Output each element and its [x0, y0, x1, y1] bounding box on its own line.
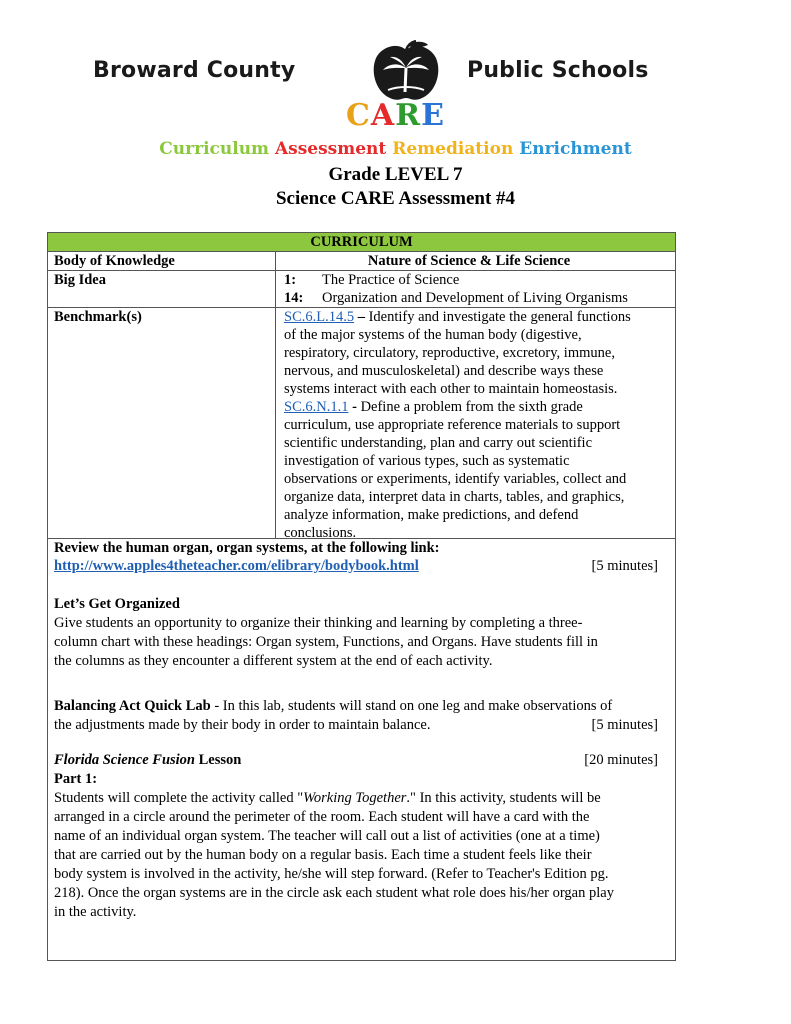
- apple-palm-logo-icon: [368, 40, 444, 102]
- fusion-section: Florida Science Fusion Lesson [20 minutes] Part 1: Students will complete the activity called "Working Together." In this activity, students will be arranged in a circle around the perimeter of the room. Each student will have a card with the name of an individual organ system. The teacher will call out a list of activities (one at a time) that are carried out by the human body on a regular basis. Each time a student feels like their body system is involved in the activity, he/she will step forward. (Refer to Teacher's Edition pg. 218). Once the organ systems are in the circle ask each student what role does his/her organ play in the activity.: [54, 751, 666, 922]
- care-letter-c: C: [346, 98, 371, 133]
- fusion-time: [20 minutes]: [584, 752, 658, 768]
- care-letter-e: E: [421, 98, 445, 133]
- care-logo-text: [0, 98, 791, 133]
- review-link-line: [54, 557, 666, 576]
- care-letter-a: A: [370, 98, 396, 133]
- review-heading: Review the human organ, organ systems, at the following link:: [54, 540, 440, 556]
- grade-level-title: Grade LEVEL 7: [328, 164, 463, 185]
- review-time: [5 minutes]: [591, 558, 658, 574]
- district-name-right: Public Schools: [467, 58, 649, 83]
- care-word-enrichment: Enrichment: [519, 139, 632, 159]
- big-idea-row: [48, 271, 675, 308]
- benchmark-sc6l145: SC.6.L.14.5 – Identify and investigate the general functions of the major systems of the human body (digestive, respiratory, circulatory, reproductive, excretory, immune, nervous, and musculoskeletal) and describe ways these systems interact with each other to maintain homeostasis.: [284, 309, 631, 397]
- organized-text: Give students an opportunity to organize their thinking and learning by completing a three- column chart with these headings: Organ system, Functions, and Organs. Have students fill in the columns as they encounter a different system at the end of each activity.: [54, 615, 598, 669]
- body-of-knowledge-value: Nature of Science & Life Science: [367, 253, 571, 269]
- big-idea-label: Big Idea: [54, 272, 106, 288]
- balancing-time: [5 minutes]: [591, 717, 658, 733]
- body-of-knowledge-row: [48, 252, 675, 271]
- assessment-title: Science CARE Assessment #4: [275, 188, 516, 209]
- care-word-remediation: Remediation: [392, 139, 514, 159]
- benchmark-sc6n11: SC.6.N.1.1 - Define a problem from the sixth grade curriculum, use appropriate reference materials to support scientific understanding, plan and carry out scientific investigation of various types, such as systematic observations or experiments, identify variables, collect and organize data, interpret data in charts, tables, and graphics, analyze information, make predictions, and defend conclusions.: [284, 399, 627, 541]
- balancing-act-section: Balancing Act Quick Lab - In this lab, students will stand on one leg and make observations of the adjustments made by their body in order to maintain balance. [5 minutes]: [54, 698, 658, 733]
- body-of-knowledge-label: Body of Knowledge: [54, 253, 175, 269]
- benchmark-link-sc6n11[interactable]: SC.6.N.1.1: [284, 399, 349, 415]
- bodybook-link[interactable]: http://www.apples4theteacher.com/elibrary/bodybook.html: [54, 558, 419, 574]
- benchmarks-row: [48, 308, 675, 539]
- balancing-heading: Balancing Act Quick Lab: [54, 698, 211, 714]
- care-letter-r: R: [395, 98, 422, 133]
- curriculum-heading: CURRICULUM: [48, 233, 675, 252]
- big-idea-list: [284, 271, 669, 307]
- curriculum-table: [47, 232, 676, 961]
- benchmarks-text: [284, 308, 669, 542]
- big-idea-item: 14: Organization and Development of Living Organisms: [284, 290, 628, 306]
- district-name-left: Broward County: [93, 58, 296, 83]
- benchmarks-label: Benchmark(s): [54, 309, 142, 325]
- care-word-assessment: Assessment: [274, 139, 387, 159]
- organized-heading: Let’s Get Organized: [54, 596, 180, 612]
- care-expansion: [0, 139, 791, 159]
- fusion-title: Florida Science Fusion: [54, 752, 195, 768]
- care-word-curriculum: Curriculum: [159, 139, 270, 159]
- benchmark-link-sc6l145[interactable]: SC.6.L.14.5: [284, 309, 355, 325]
- fusion-part: Part 1:: [54, 771, 98, 787]
- page-header: [0, 40, 791, 100]
- big-idea-item: 1: The Practice of Science: [284, 272, 460, 288]
